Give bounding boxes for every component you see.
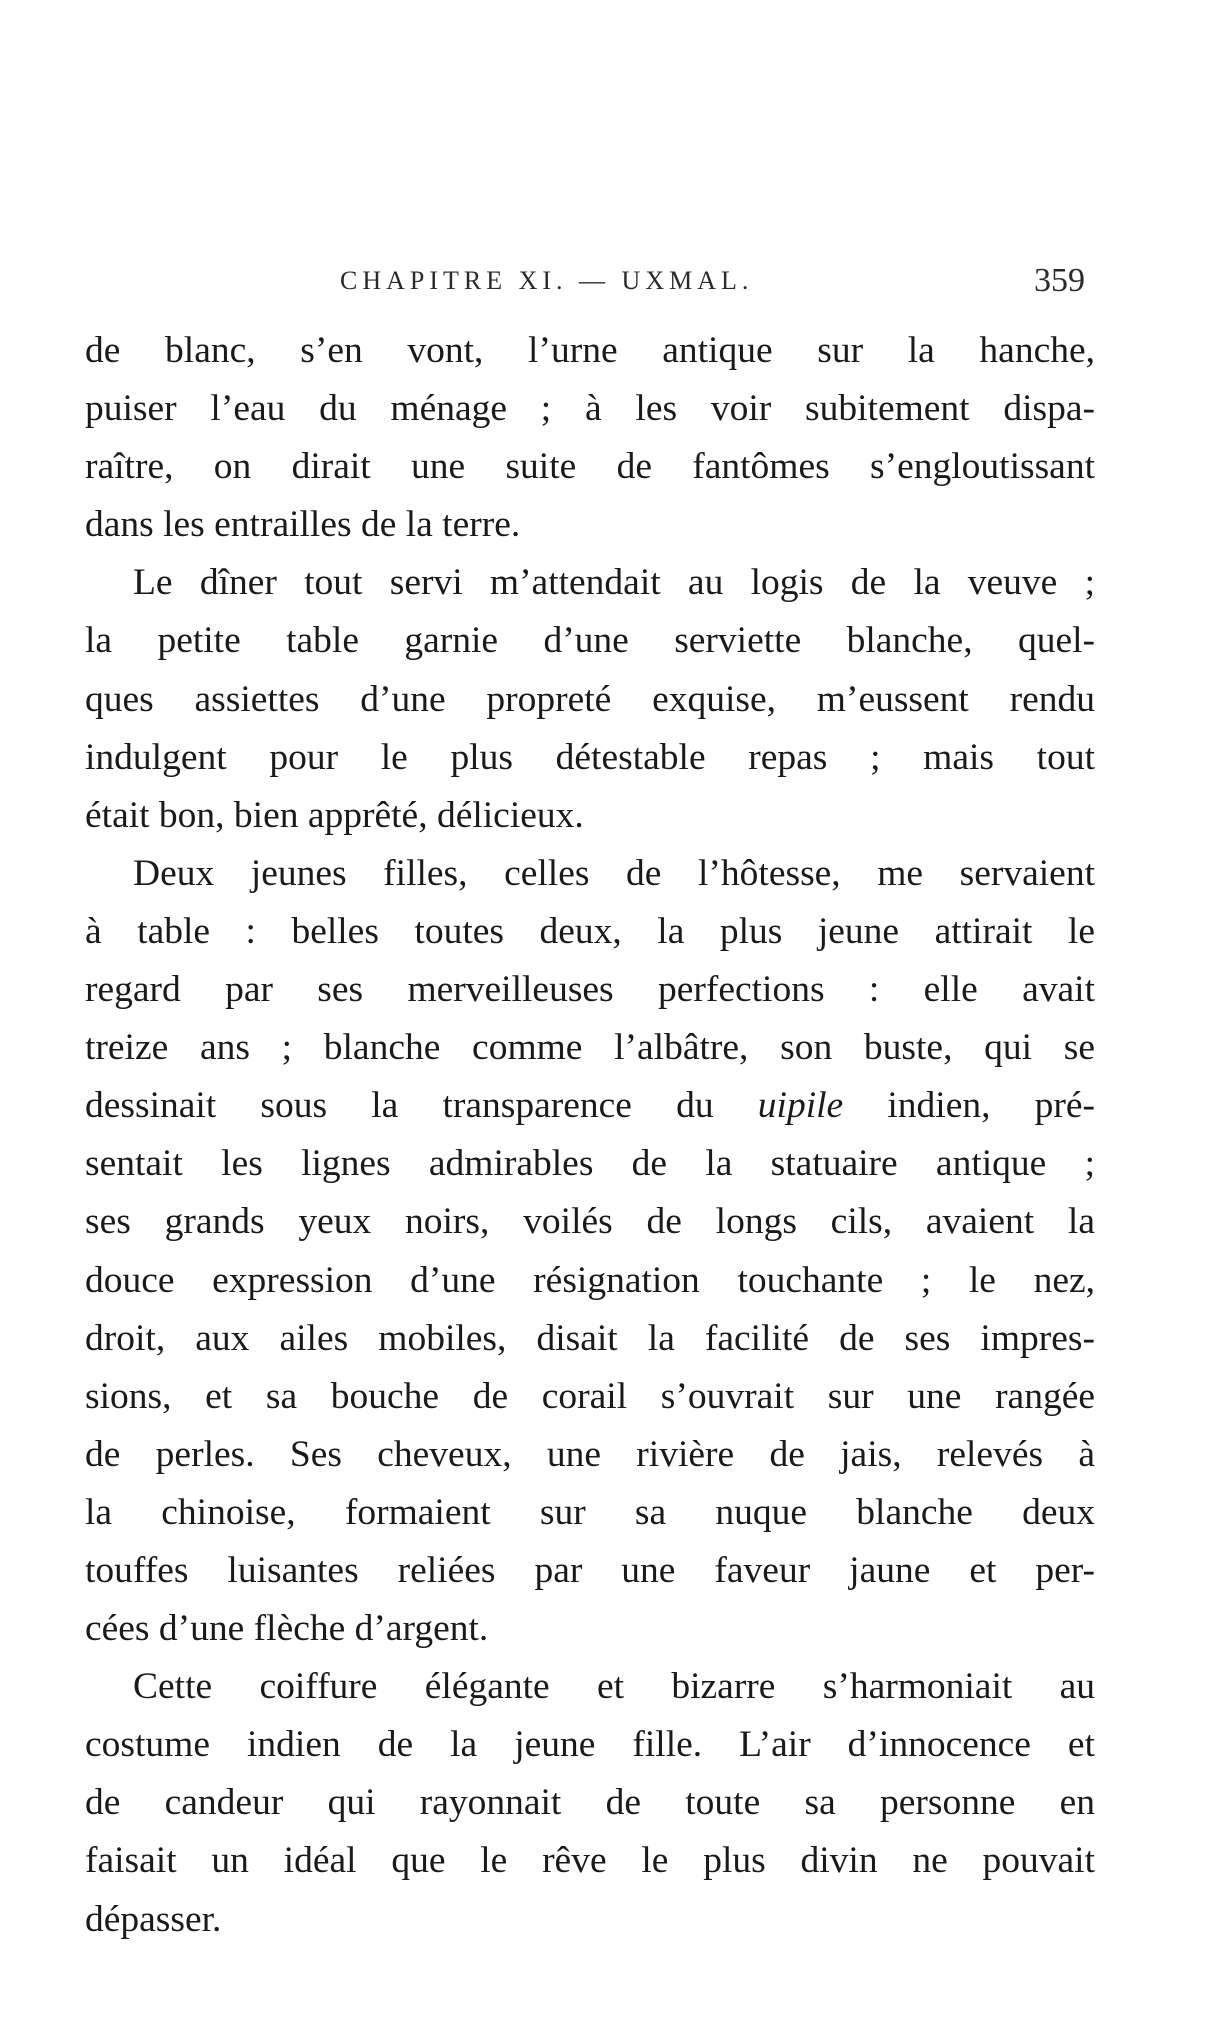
text-line: puiser l’eau du ménage ; à les voir subitement dispa-: [85, 388, 1095, 430]
text-line: treize ans ; blanche comme l’albâtre, son buste, qui se: [85, 1027, 1095, 1069]
text-line: dépasser.: [85, 1898, 222, 1940]
text-line: regard par ses merveilleuses perfections : elle avait: [85, 969, 1095, 1011]
text-line: indulgent pour le plus détestable repas ; mais tout: [85, 736, 1095, 778]
text-line: ses grands yeux noirs, voilés de longs cils, avaient la: [85, 1201, 1095, 1243]
text-line: droit, aux ailes mobiles, disait la facilité de ses impres-: [85, 1317, 1095, 1359]
text-line: à table : belles toutes deux, la plus jeune attirait le: [85, 910, 1095, 952]
text-line: était bon, bien apprêté, délicieux.: [85, 794, 584, 836]
body-text: [85, 322, 1095, 1949]
running-head: [85, 262, 1095, 312]
text-fragment: indien, pré-: [843, 1085, 1095, 1127]
paragraph-2: [85, 554, 1095, 844]
italic-word: uipile: [757, 1085, 844, 1127]
page-number: 359: [1034, 262, 1085, 299]
text-line: de perles. Ses cheveux, une rivière de jais, relevés à: [85, 1433, 1095, 1475]
text-line: Cette coiffure élégante et bizarre s’harmoniait au: [133, 1666, 1095, 1708]
running-title: CHAPITRE XI. — UXMAL.: [340, 266, 754, 295]
text-line: Deux jeunes filles, celles de l’hôtesse, me servaient: [133, 852, 1095, 894]
text-line: dans les entrailles de la terre.: [85, 504, 521, 546]
text-line: la petite table garnie d’une serviette blanche, quel-: [85, 620, 1095, 662]
text-line: la chinoise, formaient sur sa nuque blanche deux: [85, 1491, 1095, 1533]
paragraph-1: [85, 322, 1095, 554]
text-line: cées d’une flèche d’argent.: [85, 1608, 489, 1650]
paragraph-4: [85, 1658, 1095, 1948]
text-line: de blanc, s’en vont, l’urne antique sur la hanche,: [85, 330, 1095, 371]
text-line: sentait les lignes admirables de la statuaire antique ;: [85, 1143, 1095, 1185]
text-line: de candeur qui rayonnait de toute sa personne en: [85, 1782, 1095, 1824]
text-line: raître, on dirait une suite de fantômes s’engloutissant: [85, 446, 1095, 488]
text-line: Le dîner tout servi m’attendait au logis de la veuve ;: [133, 562, 1095, 604]
text-line-with-italic: [85, 1077, 1095, 1135]
text-fragment: dessinait sous la transparence du: [85, 1085, 758, 1127]
text-line: touffes luisantes reliées par une faveur jaune et per-: [85, 1549, 1095, 1591]
text-line: douce expression d’une résignation touchante ; le nez,: [85, 1259, 1095, 1301]
text-line: faisait un idéal que le rêve le plus divin ne pouvait: [85, 1840, 1095, 1882]
text-line: costume indien de la jeune fille. L’air d’innocence et: [85, 1724, 1095, 1766]
text-line: sions, et sa bouche de corail s’ouvrait sur une rangée: [85, 1375, 1095, 1417]
text-line: ques assiettes d’une propreté exquise, m’eussent rendu: [85, 678, 1095, 720]
paragraph-3: [85, 845, 1095, 1658]
